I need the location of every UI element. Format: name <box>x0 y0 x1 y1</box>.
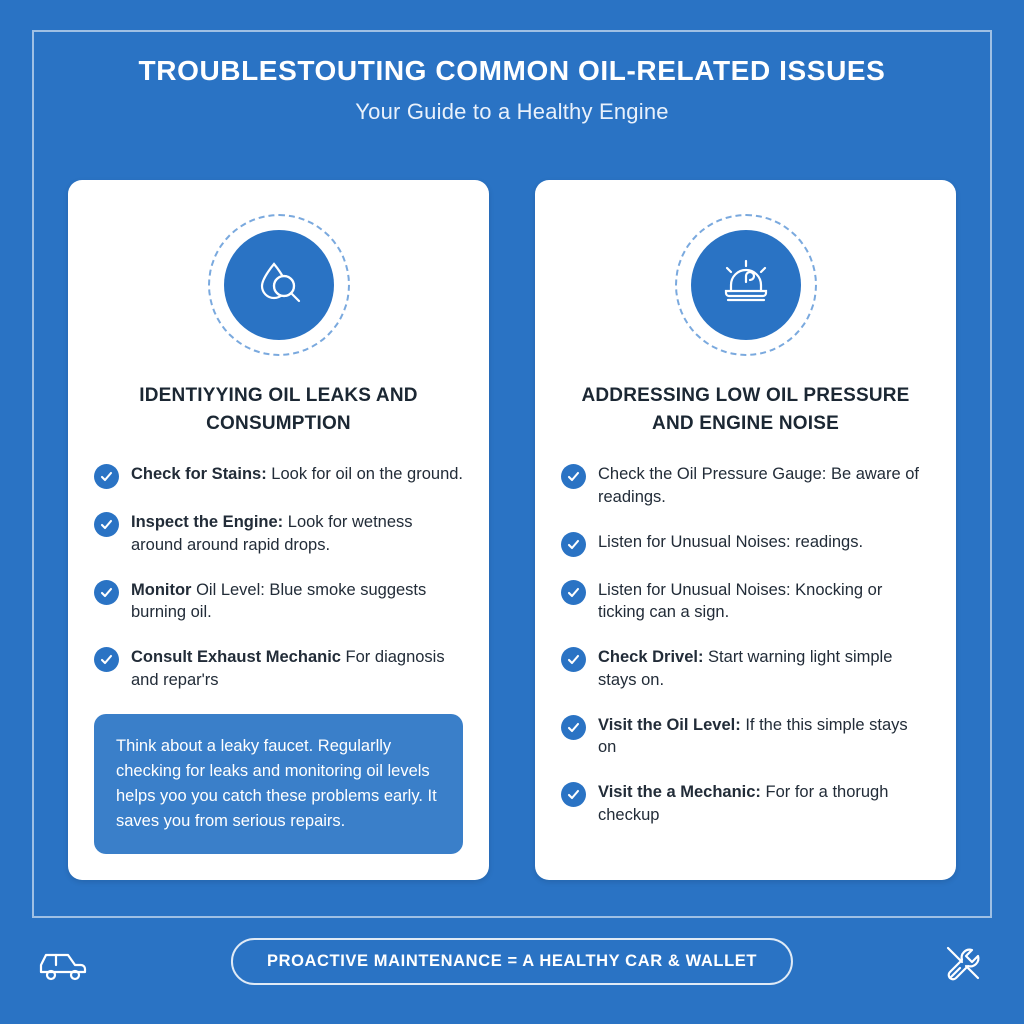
card-title: IDENTIYYING OIL LEAKS AND CONSUMPTION <box>139 385 418 434</box>
check-icon <box>561 782 586 807</box>
list-item <box>561 714 930 760</box>
check-icon <box>561 715 586 740</box>
dashed-ring <box>208 214 350 356</box>
icon-disc <box>224 230 334 340</box>
list-item <box>561 463 930 509</box>
wrench-screwdriver-icon <box>938 940 990 993</box>
bullet-list <box>561 463 930 827</box>
bullet-lead: Monitor <box>131 580 192 599</box>
bullet-rest: For for a thorugh checkup <box>598 783 889 824</box>
footer-banner: PROACTIVE MAINTENANCE = A HEALTHY CAR & WALLET <box>231 938 793 985</box>
bullet-lead: Inspect the Engine: <box>131 513 284 532</box>
check-icon <box>94 580 119 605</box>
page-title: TROUBLESTOUTING COMMON OIL-RELATED ISSUES <box>138 55 886 86</box>
check-icon <box>561 532 586 557</box>
bullet-lead: Check Drivel: <box>598 648 704 667</box>
list-item <box>561 781 930 827</box>
check-icon <box>561 647 586 672</box>
card-icon-wrap <box>561 214 930 356</box>
bullet-text <box>131 646 463 692</box>
check-icon <box>94 464 119 489</box>
cards-container <box>68 180 956 880</box>
bullet-rest: Look for wetness around around rapid drops. <box>131 513 413 554</box>
bullet-lead: Check for Stains: <box>131 465 267 484</box>
bullet-rest: Look for oil on the ground. <box>266 465 464 484</box>
card-title: ADDRESSING LOW OIL PRESSURE AND ENGINE NOISE <box>581 385 910 434</box>
card-low-oil-pressure <box>535 180 956 880</box>
bullet-lead: Consult Exhaust Mechanic <box>131 648 341 667</box>
list-item <box>94 579 463 625</box>
list-item <box>94 511 463 557</box>
bullet-text <box>598 646 930 692</box>
bullet-list <box>94 463 463 692</box>
check-icon <box>94 512 119 537</box>
bullet-rest: Start warning light simple stays on. <box>598 648 893 689</box>
footer <box>0 926 1024 998</box>
list-item <box>561 646 930 692</box>
bullet-rest: Check the Oil Pressure Gauge: Be aware of readings. <box>598 465 919 506</box>
card-icon-wrap <box>94 214 463 356</box>
list-item <box>561 579 930 625</box>
bullet-text <box>598 714 930 760</box>
bullet-text <box>598 579 930 625</box>
bullet-rest: Oil Level: Blue smoke suggests burning oil. <box>131 580 427 622</box>
bullet-rest: If the this simple stays on <box>598 715 908 757</box>
check-icon <box>561 464 586 489</box>
oil-pressure-warning-lamp-icon <box>715 252 777 319</box>
bullet-text <box>131 511 463 557</box>
card-identifying-oil-leaks <box>68 180 489 880</box>
list-item <box>561 531 930 557</box>
bullet-rest: Listen for Unusual Noises: Knocking or ticking can a sign. <box>598 580 883 622</box>
bullet-lead: Visit the Oil Level: <box>598 715 741 734</box>
page-subtitle: Your Guide to a Healthy Engine <box>355 98 669 124</box>
bullet-text <box>131 463 463 486</box>
bullet-text <box>131 579 463 625</box>
bullet-rest: For diagnosis and repar'rs <box>131 648 445 689</box>
icon-disc <box>691 230 801 340</box>
header <box>0 56 1024 125</box>
check-icon <box>94 647 119 672</box>
check-icon <box>561 580 586 605</box>
car-icon <box>34 942 92 991</box>
list-item <box>94 646 463 692</box>
card-note: Think about a leaky faucet. Regularlly checking for leaks and monitoring oil levels helps yoo you catch these problems early. It saves you from serious repairs. <box>94 714 463 854</box>
bullet-text <box>598 781 930 827</box>
dashed-ring <box>675 214 817 356</box>
bullet-lead: Visit the a Mechanic: <box>598 783 761 802</box>
bullet-rest: Listen for Unusual Noises: readings. <box>598 532 864 551</box>
list-item <box>94 463 463 489</box>
oil-drop-magnifier-icon <box>248 252 310 319</box>
bullet-text <box>598 531 863 554</box>
bullet-text <box>598 463 930 509</box>
